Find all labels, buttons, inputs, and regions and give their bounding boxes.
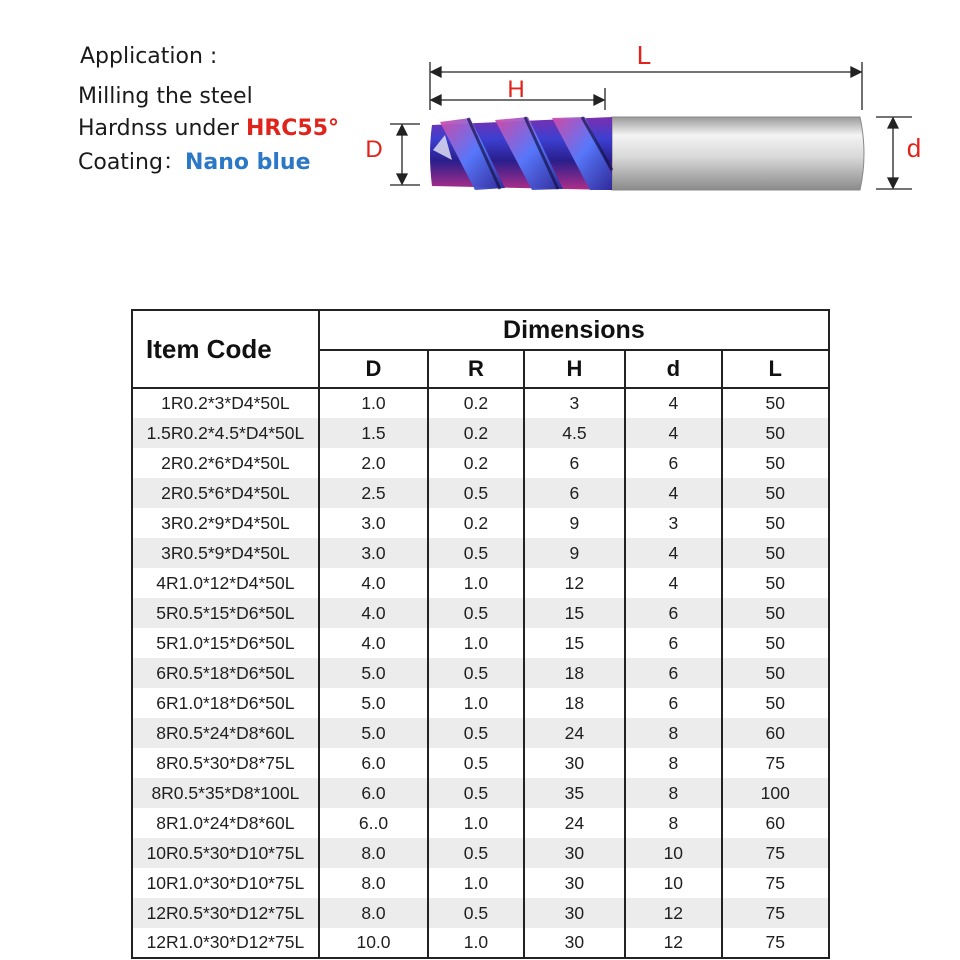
cell-item-code: 4R1.0*12*D4*50L — [132, 568, 319, 598]
cell-H: 6 — [524, 448, 625, 478]
cell-item-code: 1R0.2*3*D4*50L — [132, 388, 319, 418]
cell-D: 3.0 — [319, 538, 428, 568]
tool-shank — [612, 117, 864, 190]
cell-R: 0.2 — [428, 508, 523, 538]
cell-H: 15 — [524, 628, 625, 658]
table-row — [132, 868, 829, 898]
header-col-D: D — [319, 350, 428, 388]
cell-d: 3 — [625, 508, 721, 538]
cell-d: 4 — [625, 388, 721, 418]
cell-H: 24 — [524, 718, 625, 748]
cell-D: 4.0 — [319, 568, 428, 598]
cell-d: 4 — [625, 538, 721, 568]
cell-L: 50 — [722, 388, 829, 418]
cell-R: 0.2 — [428, 448, 523, 478]
table-row — [132, 718, 829, 748]
header-col-d: d — [625, 350, 721, 388]
cell-L: 50 — [722, 478, 829, 508]
cell-R: 1.0 — [428, 928, 523, 958]
cell-H: 4.5 — [524, 418, 625, 448]
cell-R: 0.5 — [428, 778, 523, 808]
cell-L: 75 — [722, 838, 829, 868]
cell-L: 50 — [722, 628, 829, 658]
hardness-value: HRC55° — [245, 116, 340, 141]
cell-item-code: 6R1.0*18*D6*50L — [132, 688, 319, 718]
cell-L: 75 — [722, 928, 829, 958]
cell-D: 1.0 — [319, 388, 428, 418]
cell-R: 0.5 — [428, 658, 523, 688]
cell-item-code: 8R0.5*35*D8*100L — [132, 778, 319, 808]
cell-d: 10 — [625, 838, 721, 868]
cell-d: 8 — [625, 778, 721, 808]
cell-D: 5.0 — [319, 658, 428, 688]
cell-H: 30 — [524, 748, 625, 778]
cell-R: 0.5 — [428, 898, 523, 928]
cell-R: 1.0 — [428, 868, 523, 898]
cell-item-code: 12R0.5*30*D12*75L — [132, 898, 319, 928]
cell-L: 50 — [722, 658, 829, 688]
cell-D: 3.0 — [319, 508, 428, 538]
cell-D: 2.5 — [319, 478, 428, 508]
cell-H: 15 — [524, 598, 625, 628]
header-dimensions: Dimensions — [319, 310, 829, 350]
cell-D: 8.0 — [319, 838, 428, 868]
table-row — [132, 508, 829, 538]
cell-d: 8 — [625, 718, 721, 748]
cell-L: 60 — [722, 718, 829, 748]
cell-d: 6 — [625, 658, 721, 688]
cell-L: 50 — [722, 508, 829, 538]
header-col-R: R — [428, 350, 523, 388]
cell-R: 0.5 — [428, 718, 523, 748]
cell-item-code: 8R0.5*24*D8*60L — [132, 718, 319, 748]
cell-R: 1.0 — [428, 568, 523, 598]
cell-d: 8 — [625, 748, 721, 778]
cell-R: 1.0 — [428, 808, 523, 838]
cell-item-code: 8R0.5*30*D8*75L — [132, 748, 319, 778]
cell-H: 6 — [524, 478, 625, 508]
dimension-D — [390, 124, 420, 185]
cell-item-code: 3R0.2*9*D4*50L — [132, 508, 319, 538]
cell-H: 12 — [524, 568, 625, 598]
header-col-H: H — [524, 350, 625, 388]
table-row — [132, 388, 829, 418]
cell-R: 1.0 — [428, 628, 523, 658]
cell-L: 100 — [722, 778, 829, 808]
table-row — [132, 478, 829, 508]
cell-R: 0.5 — [428, 598, 523, 628]
coating-value: Nano blue — [184, 150, 311, 175]
cell-D: 5.0 — [319, 688, 428, 718]
table-body — [132, 388, 829, 958]
table-row — [132, 538, 829, 568]
cell-item-code: 10R1.0*30*D10*75L — [132, 868, 319, 898]
label-D: D — [365, 136, 383, 163]
cell-H: 30 — [524, 898, 625, 928]
table-row — [132, 808, 829, 838]
table-row — [132, 448, 829, 478]
cell-R: 0.2 — [428, 388, 523, 418]
cell-D: 6..0 — [319, 808, 428, 838]
cell-item-code: 1.5R0.2*4.5*D4*50L — [132, 418, 319, 448]
cell-item-code: 2R0.5*6*D4*50L — [132, 478, 319, 508]
cell-D: 6.0 — [319, 748, 428, 778]
cell-d: 4 — [625, 478, 721, 508]
cell-D: 4.0 — [319, 628, 428, 658]
cell-D: 2.0 — [319, 448, 428, 478]
table-row — [132, 928, 829, 958]
cell-H: 35 — [524, 778, 625, 808]
cell-item-code: 3R0.5*9*D4*50L — [132, 538, 319, 568]
end-mill-diagram — [0, 0, 960, 300]
cell-R: 0.5 — [428, 478, 523, 508]
cell-D: 5.0 — [319, 718, 428, 748]
cell-H: 30 — [524, 868, 625, 898]
table-row — [132, 628, 829, 658]
spec-table — [131, 309, 830, 959]
cell-D: 8.0 — [319, 868, 428, 898]
cell-D: 1.5 — [319, 418, 428, 448]
cell-H: 30 — [524, 838, 625, 868]
cell-H: 3 — [524, 388, 625, 418]
use-text: Milling the steel — [78, 84, 253, 109]
cell-item-code: 5R0.5*15*D6*50L — [132, 598, 319, 628]
table-row — [132, 898, 829, 928]
cell-L: 50 — [722, 598, 829, 628]
cell-R: 1.0 — [428, 688, 523, 718]
cell-R: 0.5 — [428, 538, 523, 568]
table-row — [132, 778, 829, 808]
cell-R: 0.5 — [428, 748, 523, 778]
cell-d: 10 — [625, 868, 721, 898]
cell-L: 50 — [722, 688, 829, 718]
label-d: d — [906, 133, 922, 163]
cell-item-code: 5R1.0*15*D6*50L — [132, 628, 319, 658]
cell-R: 0.5 — [428, 838, 523, 868]
table-row — [132, 598, 829, 628]
cell-item-code: 8R1.0*24*D8*60L — [132, 808, 319, 838]
cell-d: 4 — [625, 418, 721, 448]
cell-d: 6 — [625, 448, 721, 478]
cell-item-code: 12R1.0*30*D12*75L — [132, 928, 319, 958]
coating-prefix: Coating： — [78, 150, 185, 175]
cell-d: 8 — [625, 808, 721, 838]
cell-H: 9 — [524, 508, 625, 538]
cell-H: 18 — [524, 688, 625, 718]
cell-D: 4.0 — [319, 598, 428, 628]
table-row — [132, 748, 829, 778]
cell-D: 10.0 — [319, 928, 428, 958]
cell-item-code: 6R0.5*18*D6*50L — [132, 658, 319, 688]
cell-L: 50 — [722, 538, 829, 568]
hardness-prefix: Hardnss under — [78, 116, 246, 141]
cell-d: 6 — [625, 598, 721, 628]
cell-R: 0.2 — [428, 418, 523, 448]
header-col-L: L — [722, 350, 829, 388]
cell-d: 12 — [625, 898, 721, 928]
cell-L: 50 — [722, 568, 829, 598]
cell-L: 50 — [722, 418, 829, 448]
cell-D: 6.0 — [319, 778, 428, 808]
table-row — [132, 688, 829, 718]
cell-d: 12 — [625, 928, 721, 958]
cell-D: 8.0 — [319, 898, 428, 928]
label-L: L — [636, 40, 652, 70]
table-row — [132, 568, 829, 598]
cell-item-code: 2R0.2*6*D4*50L — [132, 448, 319, 478]
cell-d: 6 — [625, 628, 721, 658]
cell-L: 75 — [722, 748, 829, 778]
cell-item-code: 10R0.5*30*D10*75L — [132, 838, 319, 868]
cell-H: 24 — [524, 808, 625, 838]
cell-L: 60 — [722, 808, 829, 838]
cell-d: 6 — [625, 688, 721, 718]
table-row — [132, 838, 829, 868]
application-label: Application : — [80, 44, 218, 69]
cell-L: 75 — [722, 898, 829, 928]
header-item-code: Item Code — [132, 310, 319, 388]
cell-d: 4 — [625, 568, 721, 598]
table-row — [132, 418, 829, 448]
label-H: H — [507, 76, 525, 103]
cell-H: 9 — [524, 538, 625, 568]
cell-L: 50 — [722, 448, 829, 478]
cell-H: 18 — [524, 658, 625, 688]
cell-L: 75 — [722, 868, 829, 898]
cell-H: 30 — [524, 928, 625, 958]
table-row — [132, 658, 829, 688]
